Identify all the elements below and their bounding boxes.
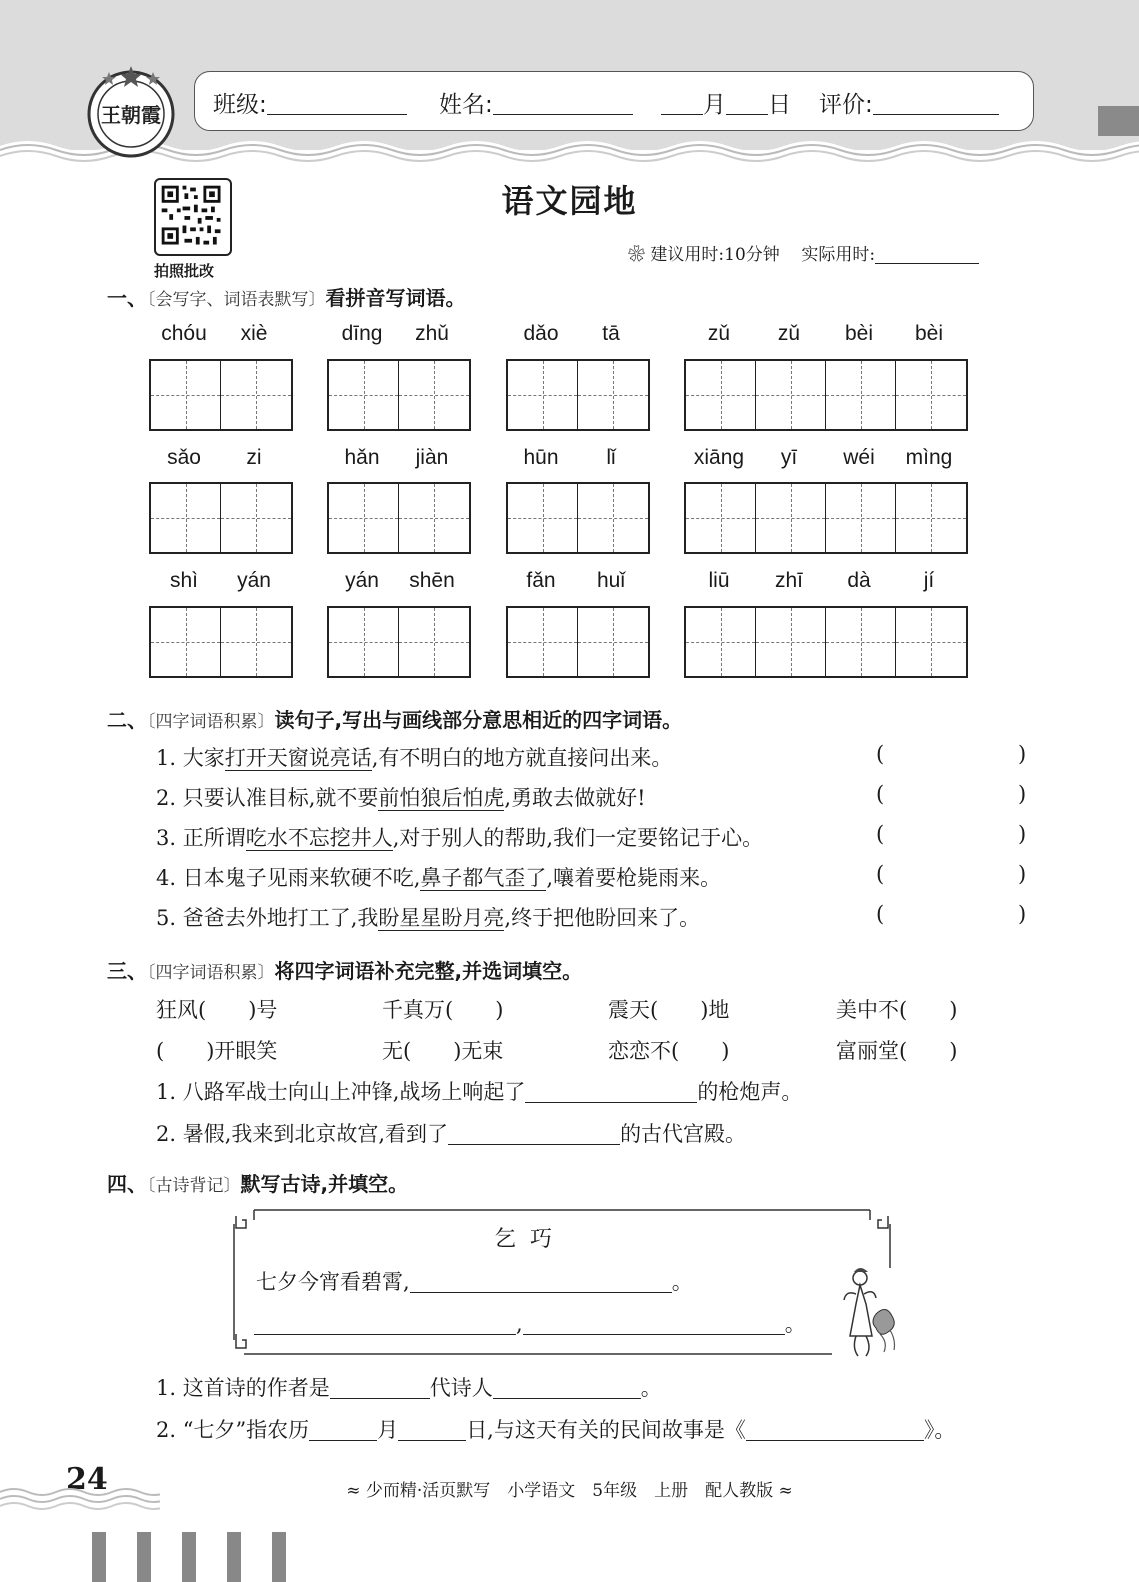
s4q2-blank-story[interactable] [746,1419,924,1441]
s4q2-text-end: 》。 [923,1418,956,1442]
suggested-time: 建议用时:10分钟 [650,245,780,265]
pinyin-syllable: dà [847,569,871,592]
writing-cell[interactable] [329,361,399,429]
tianzige-grid[interactable] [149,482,293,554]
answer-paren-open[interactable]: ( [876,782,885,806]
pinyin-syllable: jiàn [415,446,449,469]
tianzige-grid[interactable] [506,359,650,431]
writing-cell[interactable] [221,361,291,429]
student-info-box [194,71,1034,131]
month-label: 月 [703,92,726,118]
poem-blank-3[interactable] [523,1313,785,1335]
tianzige-grid[interactable] [327,482,471,554]
poem-line-1-text: 七夕今宵看碧霄, [256,1270,410,1294]
writing-cell[interactable] [578,361,648,429]
writing-cell[interactable] [578,608,648,676]
section3-tag: 〔四字词语积累〕 [147,963,275,983]
poem-blank-1[interactable] [410,1271,672,1293]
section4-heading [107,1168,408,1197]
writing-cell[interactable] [756,484,826,552]
sentence-text: 2. 只要认准目标,就不要 [156,786,379,810]
writing-cell[interactable] [896,361,966,429]
idiom-fill-item[interactable]: 无( )无束 [382,1039,504,1063]
sentence-text-end: ,终于把他盼回来了。 [504,906,701,930]
answer-paren-open[interactable]: ( [876,822,885,846]
writing-cell[interactable] [578,484,648,552]
writing-cell[interactable] [221,608,291,676]
section2-heading [107,704,682,733]
writing-cell[interactable] [756,361,826,429]
s4q2-text: 2. “七夕”指农历 [156,1418,310,1442]
poem-line-2 [254,1308,806,1338]
writing-cell[interactable] [508,608,578,676]
page-title: 语文园地 [501,182,638,220]
section3-question-2 [156,1118,746,1148]
writing-cell[interactable] [896,608,966,676]
pinyin-syllable: shì [169,569,198,592]
answer-paren-close[interactable]: ) [1018,902,1027,926]
pinyin-syllable: sǎo [167,446,201,469]
s3q1-text: 1. 八路军战士向山上冲锋,战场上响起了 [156,1080,526,1104]
answer-paren-close[interactable]: ) [1018,742,1027,766]
class-field[interactable] [213,86,407,119]
section2-tag: 〔四字词语积累〕 [147,712,275,732]
writing-cell[interactable] [399,608,469,676]
s4q2-blank-day[interactable] [398,1419,466,1441]
writing-cell[interactable] [329,608,399,676]
side-tab-marker [1098,106,1139,136]
pinyin-syllable: chóu [161,322,207,345]
tianzige-grid[interactable] [506,606,650,678]
answer-paren-open[interactable]: ( [876,742,885,766]
s4q1-blank-poet[interactable] [493,1377,641,1399]
pinyin-syllable: dīng [341,322,383,345]
footer-bars-decoration [92,1532,286,1582]
sentence-text: 1. 大家 [156,746,225,770]
writing-cell[interactable] [896,484,966,552]
actual-time-blank[interactable] [875,242,979,264]
section3-heading [107,955,582,984]
sentence-item [156,742,672,772]
poem-period-1: 。 [671,1270,693,1294]
underlined-phrase: 前怕狼后怕虎 [378,786,505,810]
pinyin-syllable: yī [780,446,798,469]
tianzige-grid[interactable] [149,606,293,678]
poem-title: 乞巧 [494,1227,567,1252]
tianzige-grid[interactable] [327,359,471,431]
writing-cell[interactable] [508,484,578,552]
section4-question-1 [156,1372,662,1402]
writing-cell[interactable] [826,484,896,552]
pinyin-syllable: shēn [409,569,455,592]
tianzige-grid[interactable] [149,359,293,431]
sentence-text-end: ,嚷着要枪毙雨来。 [546,866,722,890]
idiom-fill-item[interactable]: 富丽堂( ) [836,1039,958,1063]
section1-number: 一、 [107,286,147,310]
time-info [628,240,979,265]
qr-label: 拍照批改 [154,262,215,280]
pinyin-syllable: zǔ [777,322,801,345]
poem-period-2: 。 [784,1312,806,1336]
pinyin-syllable: tā [602,322,620,345]
pinyin-syllable: xiāng [693,446,745,469]
writing-cell[interactable] [686,361,756,429]
section2-instruction: 读句子,写出与画线部分意思相近的四字词语。 [274,708,683,732]
pinyin-syllable: lǐ [606,446,616,469]
brand-logo [84,64,178,158]
section2-number: 二、 [107,708,147,732]
idiom-fill-item[interactable]: ( )开眼笑 [156,1039,278,1063]
sentence-text: 5. 爸爸去外地打工了,我 [156,906,379,930]
section1-instruction: 看拼音写词语。 [325,286,466,310]
section4-tag: 〔古诗背记〕 [147,1176,241,1196]
tianzige-grid[interactable] [506,482,650,554]
section4-question-2 [156,1414,955,1444]
pinyin-syllable: xiè [240,322,268,345]
writing-cell[interactable] [826,361,896,429]
writing-cell[interactable] [686,608,756,676]
logo-text: 王朝霞 [101,103,161,127]
name-field[interactable] [439,86,633,119]
answer-paren-close[interactable]: ) [1018,822,1027,846]
poem-blank-2[interactable] [254,1313,516,1335]
answer-paren-open[interactable]: ( [876,902,885,926]
sentence-item [156,902,700,932]
poem-line-1 [256,1266,693,1296]
pinyin-syllable: zhī [774,569,803,592]
idiom-fill-item[interactable]: 美中不( ) [836,998,958,1022]
idiom-fill-item[interactable]: 恋恋不( ) [608,1039,730,1063]
pinyin-syllable: hǎn [344,446,380,469]
page-number: 24 [66,1462,108,1497]
section4-number: 四、 [107,1172,147,1196]
pinyin-syllable: bèi [914,322,944,345]
s3q2-text-end: 的古代宫殿。 [620,1122,747,1146]
section1-heading [107,282,466,311]
writing-cell[interactable] [399,361,469,429]
footer-text: ≈ 少而精·活页默写 小学语文 5年级 上册 配人教版 ≈ [346,1481,793,1501]
pinyin-syllable: hūn [523,446,559,469]
sentence-text: 3. 正所谓 [156,826,246,850]
pinyin-syllable: zǔ [707,322,731,345]
underlined-phrase: 鼻子都气歪了 [420,866,547,890]
tianzige-grid[interactable] [684,482,968,554]
underlined-phrase: 盼星星盼月亮 [378,906,505,930]
pinyin-syllable: fǎn [526,569,556,592]
sentence-item [156,822,763,852]
s4q2-blank-month[interactable] [309,1419,377,1441]
answer-paren-close[interactable]: ) [1018,862,1027,886]
s4q1-text: 1. 这首诗的作者是 [156,1376,330,1400]
pinyin-syllable: liū [708,569,730,592]
s4q1-blank-dynasty[interactable] [330,1377,430,1399]
name-label: 姓名: [439,92,493,118]
idiom-fill-item[interactable]: 狂风( )号 [156,998,278,1022]
pinyin-syllable: mìng [905,446,953,469]
sentence-text-end: ,勇敢去做就好! [504,786,646,810]
sentence-item [156,862,721,892]
section3-instruction: 将四字词语补充完整,并选词填空。 [274,959,583,983]
date-field[interactable] [661,86,791,119]
writing-cell[interactable] [686,484,756,552]
writing-cell[interactable] [151,361,221,429]
writing-cell[interactable] [151,484,221,552]
s3q2-blank[interactable] [448,1123,620,1145]
sentence-text-end: ,对于别人的帮助,我们一定要铭记于心。 [392,826,764,850]
idiom-fill-item[interactable]: 千真万( ) [382,998,504,1022]
s4q2-month: 月 [377,1418,399,1442]
s3q2-text: 2. 暑假,我来到北京故宫,看到了 [156,1122,449,1146]
pinyin-syllable: yán [345,569,379,592]
actual-time-label: 实际用时: [801,245,876,265]
underlined-phrase: 打开天窗说亮话 [224,746,372,770]
s4q1-text-end: 。 [640,1376,662,1400]
writing-cell[interactable] [329,484,399,552]
section1-tag: 〔会写字、词语表默写〕 [147,290,326,310]
poem-comma: , [516,1312,523,1336]
sentence-item [156,782,646,812]
s4q1-text-mid: 代诗人 [429,1376,493,1400]
tianzige-grid[interactable] [684,606,968,678]
pinyin-syllable: yán [237,569,271,592]
lady-illustration [836,1264,900,1358]
idiom-fill-item[interactable]: 震天( )地 [608,998,730,1022]
pinyin-syllable: zi [246,446,262,469]
s3q1-text-end: 的枪炮声。 [697,1080,803,1104]
section3-number: 三、 [107,959,147,983]
writing-cell[interactable] [151,608,221,676]
section4-instruction: 默写古诗,并填空。 [240,1172,409,1196]
writing-cell[interactable] [221,484,291,552]
writing-cell[interactable] [508,361,578,429]
pinyin-syllable: dǎo [523,322,559,345]
sentence-text-end: ,有不明白的地方就直接问出来。 [371,746,673,770]
flower-icon: ❀ [628,245,645,265]
rating-label: 评价: [819,92,873,118]
day-label: 日 [768,92,791,118]
class-label: 班级: [213,92,267,118]
s3q1-blank[interactable] [525,1081,697,1103]
writing-cell[interactable] [756,608,826,676]
tianzige-grid[interactable] [327,606,471,678]
underlined-phrase: 吃水不忘挖井人 [245,826,393,850]
answer-paren-close[interactable]: ) [1018,782,1027,806]
pinyin-syllable: bèi [844,322,874,345]
pinyin-syllable: huǐ [596,569,626,592]
pinyin-syllable: zhǔ [415,322,449,345]
pinyin-syllable: jí [923,569,935,592]
tianzige-grid[interactable] [684,359,968,431]
pinyin-syllable: wéi [843,446,875,469]
rating-field[interactable] [819,86,999,119]
sentence-text: 4. 日本鬼子见雨来软硬不吃, [156,866,421,890]
answer-paren-open[interactable]: ( [876,862,885,886]
writing-cell[interactable] [399,484,469,552]
s4q2-text-mid: 日,与这天有关的民间故事是《 [466,1418,746,1442]
writing-cell[interactable] [826,608,896,676]
section3-question-1 [156,1076,802,1106]
